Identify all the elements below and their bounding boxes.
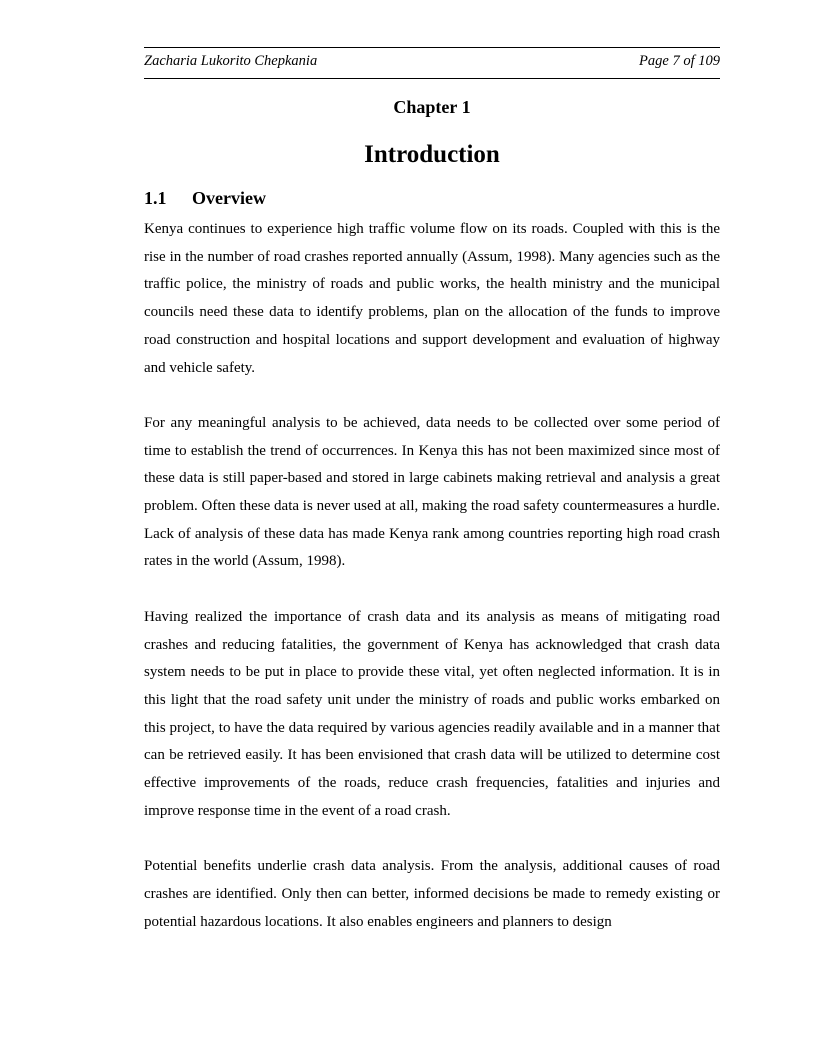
body-text	[144, 216, 720, 964]
section-heading	[144, 187, 266, 209]
chapter-label: Chapter 1	[393, 97, 471, 117]
paragraph: Having realized the importance of crash data and its analysis as means of mitigating road crashes and reducing fatalities, the government of Kenya has acknowledged that crash data system needs to be put in place to provide these vital, yet often neglected information. It is in this light that the road safety unit under the ministry of roads and public works embarked on this project, to have the data required by various agencies readily available and in a manner that can be retrieved easily. It has been envisioned that crash data will be utilized to determine cost effective improvements of the roads, reduce crash frequencies, fatalities and injuries and improve response time in the event of a road crash.	[144, 608, 720, 819]
paragraph: Kenya continues to experience high traffic volume flow on its roads. Coupled with this is the rise in the number of road crashes reported annually (Assum, 1998). Many agencies such as the traffic police, the ministry of roads and public works, the health ministry and the municipal councils need these data to identify problems, plan on the allocation of the funds to improve road construction and hospital locations and support development and evaluation of highway and vehicle safety.	[144, 221, 720, 376]
paragraph: Potential benefits underlie crash data analysis. From the analysis, additional causes of road crashes are identified. Only then can better, informed decisions be made to remedy existing or potential hazardous locations. It also enables engineers and planners to design	[144, 858, 720, 930]
paragraph: For any meaningful analysis to be achieved, data needs to be collected over some period of time to establish the trend of occurrences. In Kenya this has not been maximized since most of these data is still paper-based and stored in large cabinets making retrieval and analysis a great problem. Often these data is never used at all, making the road safety countermeasures a hurdle. Lack of analysis of these data has made Kenya rank among countries reporting high road crash rates in the world (Assum, 1998).	[144, 414, 720, 570]
header-author: Zacharia Lukorito Chepkania	[144, 53, 318, 69]
running-header	[144, 47, 720, 79]
section-title: Overview	[192, 188, 266, 208]
header-page-number: Page 7 of 109	[639, 53, 720, 69]
section-number: 1.1	[144, 188, 167, 208]
chapter-title: Introduction	[364, 141, 500, 168]
